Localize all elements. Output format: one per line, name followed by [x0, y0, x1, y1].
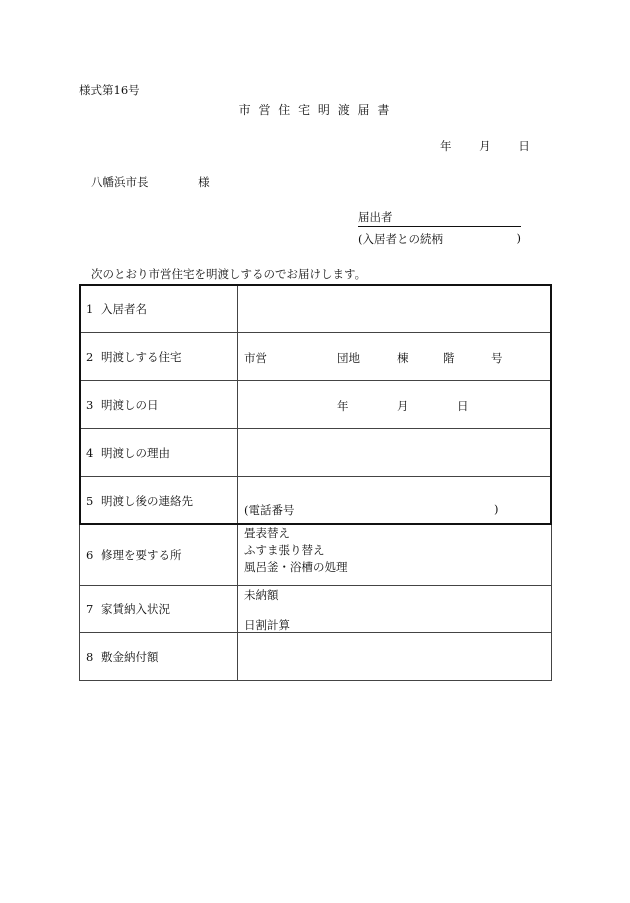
table-row [80, 477, 552, 525]
phone-label: (電話番号 [244, 503, 295, 517]
form-number: 様式第16号 [79, 83, 140, 97]
date-day: 日 [518, 139, 530, 153]
table-row [80, 633, 552, 681]
contact-after-field[interactable] [238, 477, 552, 525]
label-resident-name: 入居者名 [101, 301, 147, 316]
date-month: 月 [479, 139, 491, 153]
label-deposit-amount: 敷金納付額 [101, 649, 159, 664]
vacate-year: 年 [337, 399, 349, 413]
housing-part-building: 棟 [397, 351, 409, 365]
housing-part-danchi: 団地 [337, 351, 360, 365]
notifier-label: 届出者 [358, 210, 393, 224]
row-number: 1 [86, 301, 94, 316]
relation-field[interactable] [358, 231, 521, 247]
vacate-month: 月 [397, 399, 409, 413]
notifier-field[interactable] [358, 209, 521, 227]
table-row [80, 525, 552, 586]
housing-part-city: 市営 [244, 351, 267, 365]
vacated-housing-field[interactable] [238, 333, 552, 381]
table-row [80, 381, 552, 429]
rent-item-unpaid: 未納額 [244, 588, 279, 602]
addressee-name: 八幡浜市長 [91, 175, 149, 189]
label-vacate-reason: 明渡しの理由 [101, 445, 170, 460]
housing-part-number: 号 [491, 351, 503, 365]
label-repairs-needed: 修理を要する所 [101, 548, 182, 562]
row-number: 5 [86, 493, 94, 508]
label-contact-after: 明渡し後の連絡先 [101, 493, 193, 508]
row-label [80, 333, 238, 381]
housing-part-floor: 階 [443, 351, 455, 365]
row-number: 3 [86, 397, 94, 412]
row-label [80, 477, 238, 525]
row-number: 6 [86, 548, 94, 562]
addressee [91, 174, 210, 190]
relation-label: (入居者との続柄 [358, 232, 443, 246]
relation-close: ) [516, 231, 521, 245]
row-label [80, 285, 238, 333]
row-label [80, 381, 238, 429]
vacate-date-field[interactable] [238, 381, 552, 429]
row-label [80, 525, 238, 586]
vacate-reason-field[interactable] [238, 429, 552, 477]
date-year: 年 [440, 139, 452, 153]
row-number: 4 [86, 445, 94, 460]
repair-item: ふすま張り替え [244, 543, 325, 557]
row-number: 7 [86, 602, 94, 616]
repair-item: 風呂釜・浴槽の処理 [244, 560, 348, 574]
phone-close: ) [494, 502, 499, 516]
repair-item: 畳表替え [244, 526, 290, 540]
table-row [80, 429, 552, 477]
table-row [80, 586, 552, 633]
table-row [80, 285, 552, 333]
rent-item-daily: 日割計算 [244, 618, 290, 632]
row-number: 8 [86, 649, 94, 664]
document-title: 市 営 住 宅 明 渡 届 書 [238, 103, 392, 117]
intro-text: 次のとおり市営住宅を明渡しするのでお届けします。 [91, 267, 367, 281]
label-vacated-housing: 明渡しする住宅 [101, 349, 182, 364]
table-row [80, 333, 552, 381]
rent-status-field[interactable] [238, 586, 552, 633]
addressee-honorific: 様 [198, 175, 210, 189]
date-line [440, 138, 530, 154]
vacate-day: 日 [457, 399, 469, 413]
deposit-amount-field[interactable] [238, 633, 552, 681]
row-label [80, 586, 238, 633]
repairs-field[interactable] [238, 525, 552, 586]
label-rent-status: 家賃納入状況 [101, 602, 170, 616]
notification-form-table [79, 284, 552, 681]
label-vacate-date: 明渡しの日 [101, 397, 159, 412]
row-label [80, 429, 238, 477]
resident-name-field[interactable] [238, 285, 552, 333]
row-label [80, 633, 238, 681]
row-number: 2 [86, 349, 94, 364]
